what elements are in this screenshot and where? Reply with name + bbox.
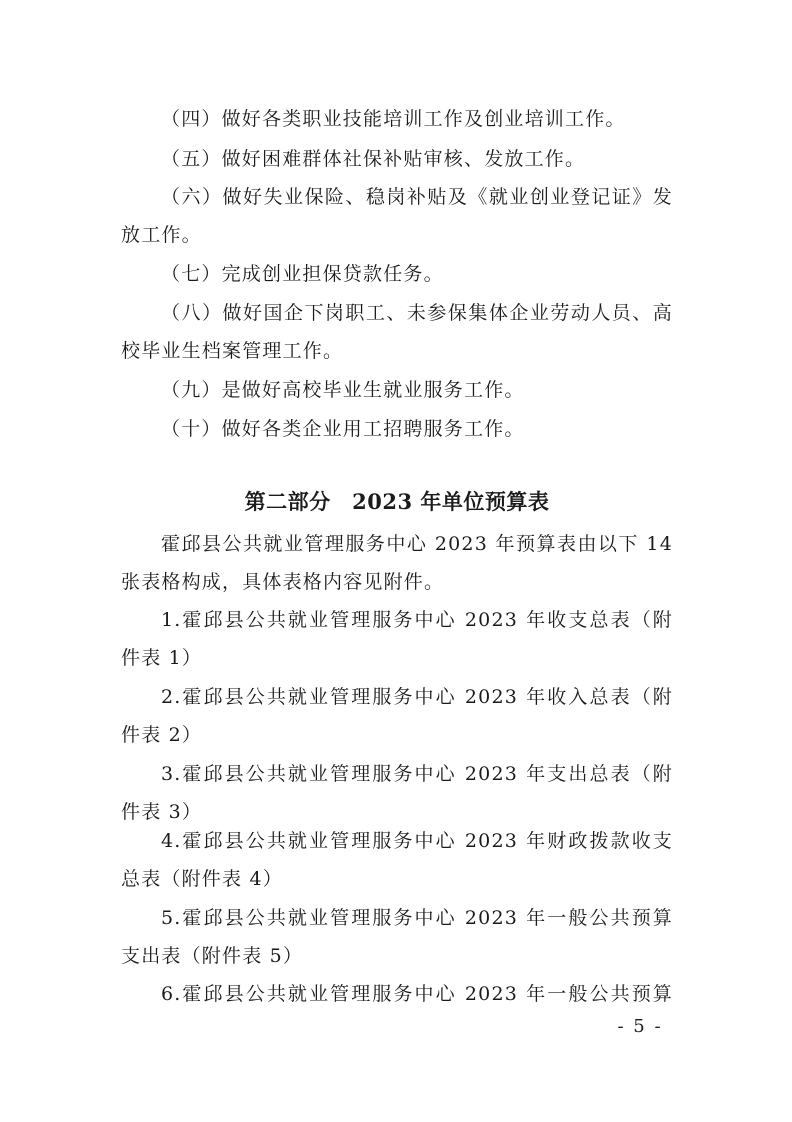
table-list-item: 2.霍邱县公共就业管理服务中心 2023 年收入总表（附件表 2）	[121, 686, 673, 746]
list-item: （十）做好各类企业用工招聘服务工作。	[161, 418, 525, 440]
list-item: （六）做好失业保险、稳岗补贴及《就业创业登记证》发放工作。	[121, 186, 673, 246]
table-list-item: 5.霍邱县公共就业管理服务中心 2023 年一般公共预算支出表（附件表 5）	[121, 907, 673, 967]
list-item: （八）做好国企下岗职工、未参保集体企业劳动人员、高校毕业生档案管理工作。	[121, 302, 673, 362]
list-item: （九）是做好高校毕业生就业服务工作。	[161, 379, 525, 401]
table-list-item: 6.霍邱县公共就业管理服务中心 2023 年一般公共预算	[161, 983, 673, 1005]
section-heading: 第二部分 2023 年单位预算表	[244, 489, 550, 514]
intro-paragraph: 霍邱县公共就业管理服务中心 2023 年预算表由以下 14 张表格构成，具体表格内容见附件。	[121, 533, 673, 593]
list-item: （五）做好困难群体社保补贴审核、发放工作。	[161, 148, 586, 170]
list-item: （七）完成创业担保贷款任务。	[161, 263, 444, 285]
table-list-item: 1.霍邱县公共就业管理服务中心 2023 年收支总表（附件表 1）	[121, 609, 673, 669]
list-item: （四）做好各类职业技能培训工作及创业培训工作。	[161, 108, 626, 130]
table-list-item: 4.霍邱县公共就业管理服务中心 2023 年财政拨款收支总表（附件表 4）	[121, 830, 673, 890]
table-list-item: 3.霍邱县公共就业管理服务中心 2023 年支出总表（附件表 3）	[121, 763, 673, 823]
page-number: - 5 -	[617, 1016, 663, 1037]
